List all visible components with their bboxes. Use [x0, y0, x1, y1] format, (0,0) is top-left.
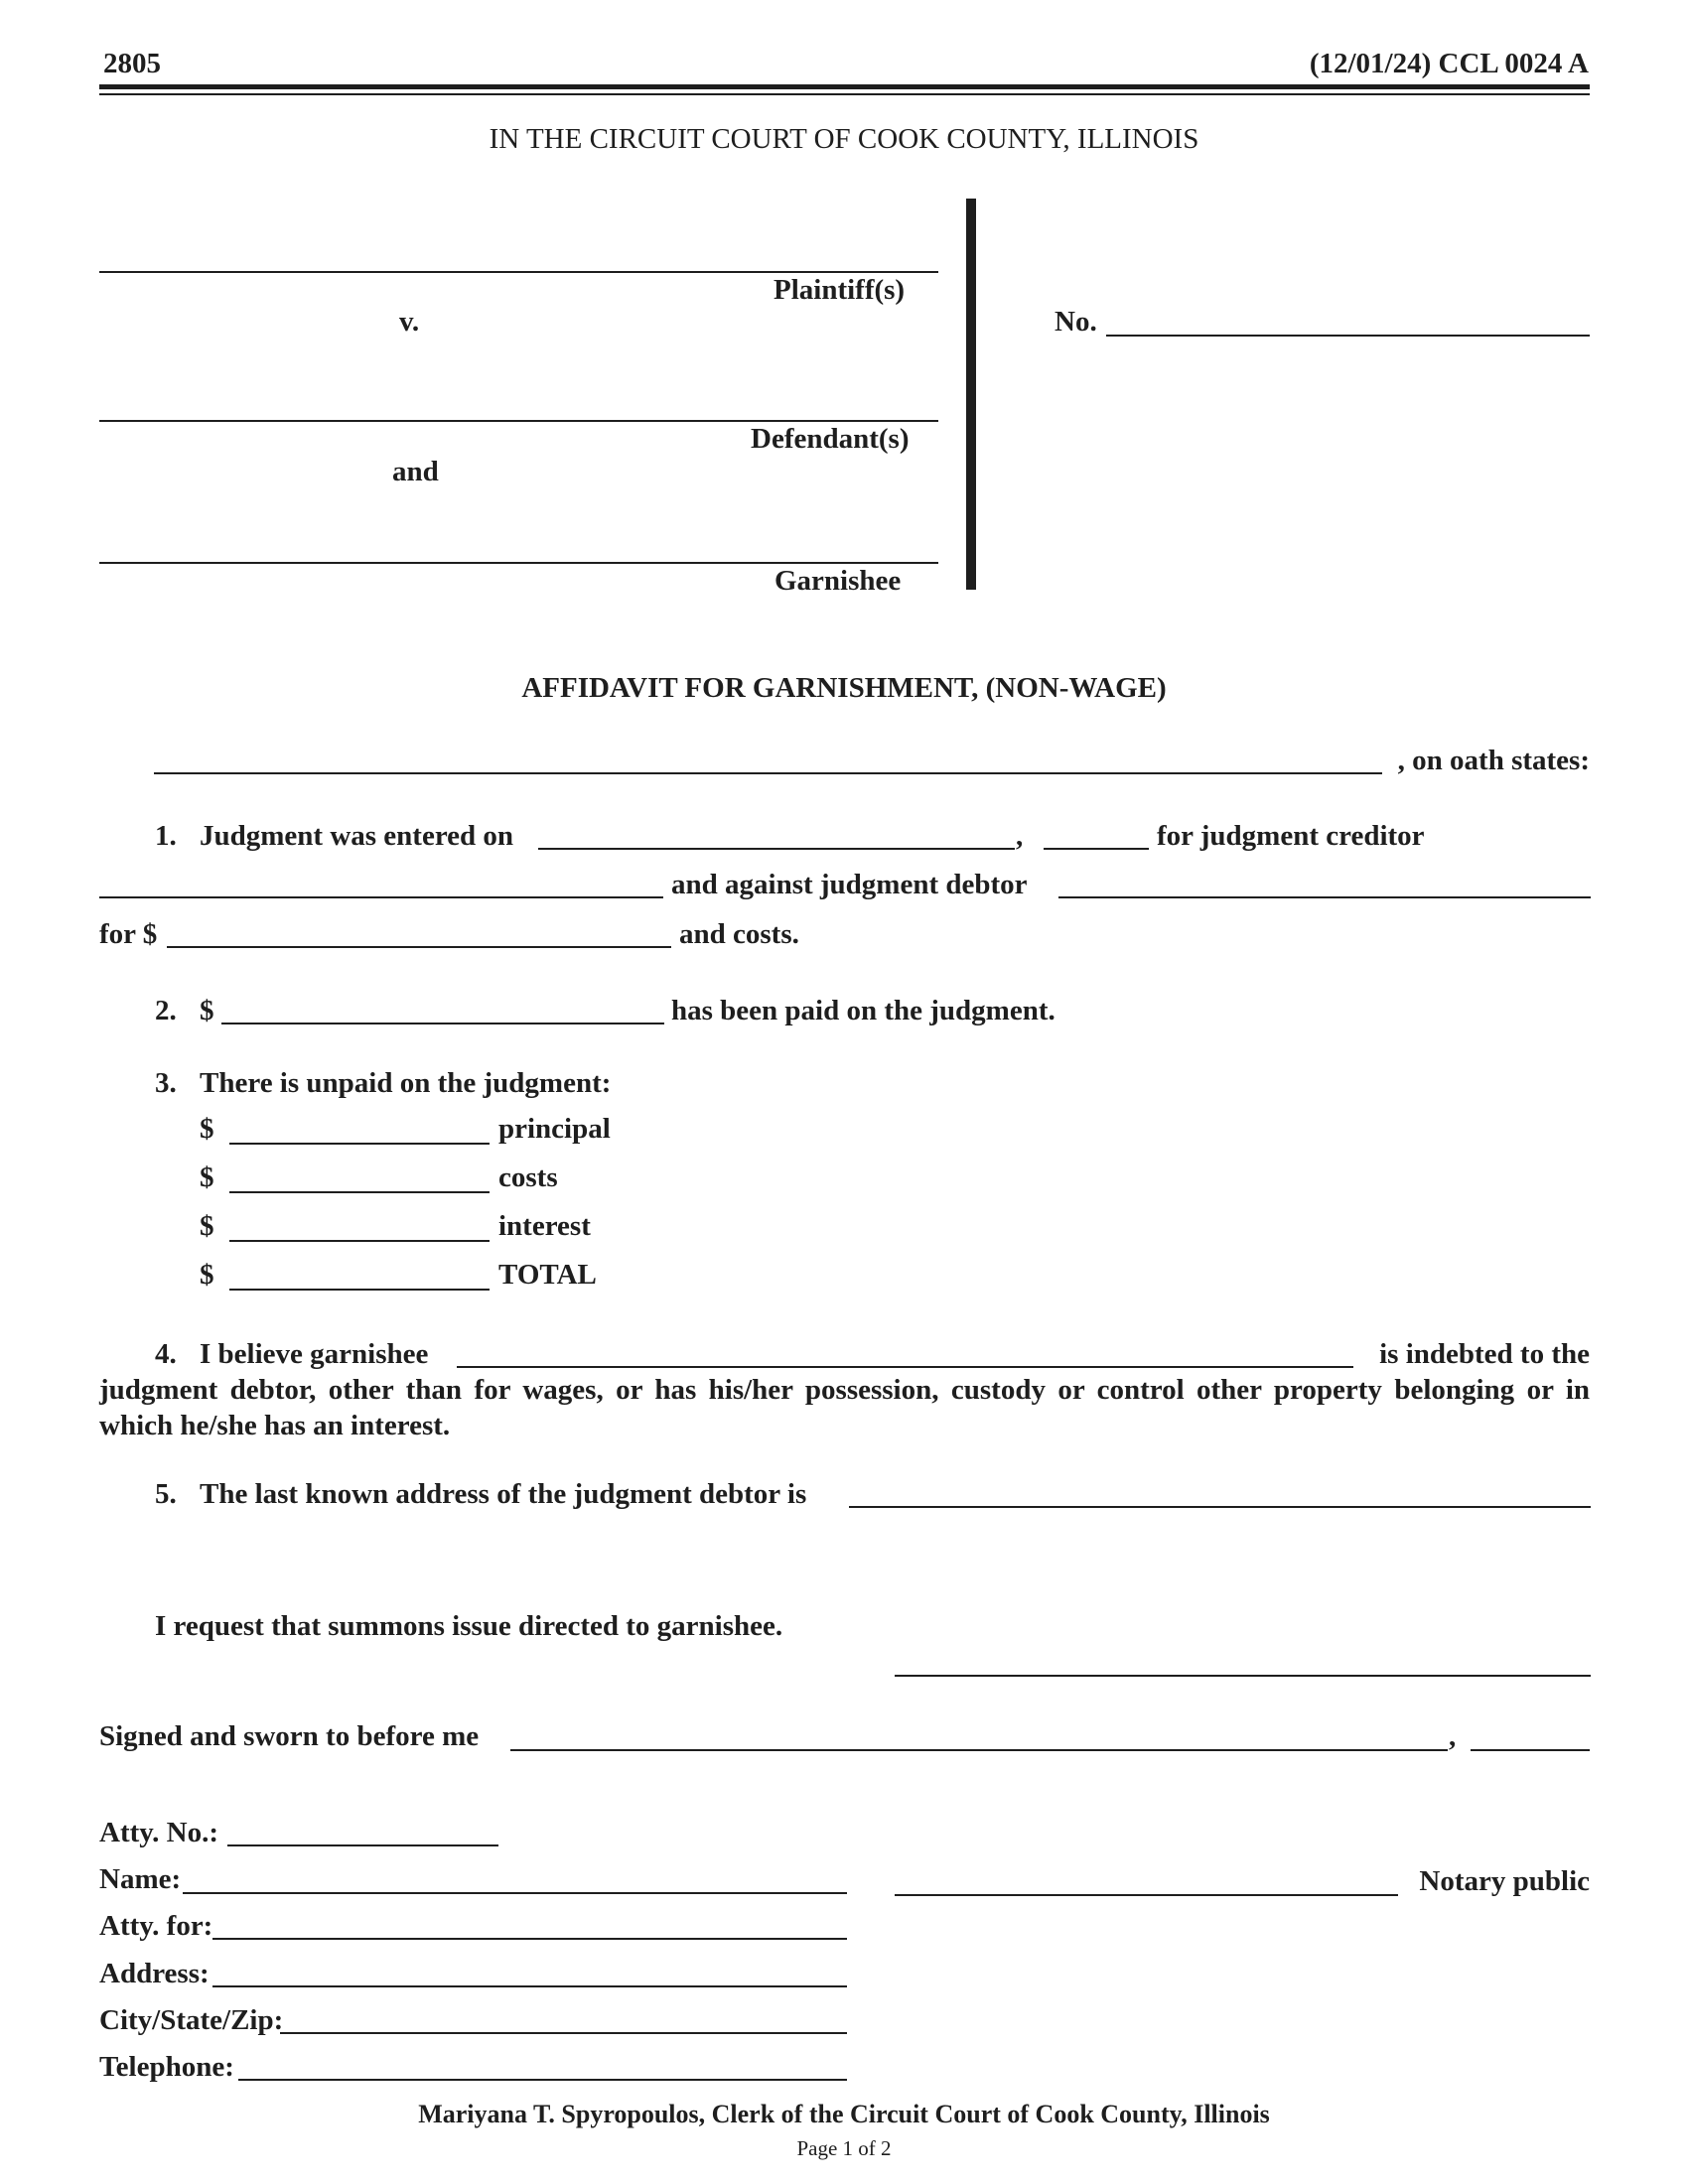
defendant-field[interactable] [99, 420, 938, 422]
sworn-date-field[interactable] [510, 1749, 1448, 1751]
notary-signature-field[interactable] [895, 1894, 1398, 1896]
plaintiff-field[interactable] [99, 271, 938, 273]
item1-comma: , [1016, 820, 1024, 852]
item4-tail: is indebted to the [1379, 1338, 1590, 1370]
item1-and-costs: and costs. [679, 918, 799, 950]
city-field[interactable] [280, 2032, 847, 2034]
total-field[interactable] [229, 1289, 490, 1291]
amount-paid-field[interactable] [221, 1023, 664, 1024]
header-rule-thick [99, 84, 1590, 89]
form-number: 2805 [103, 48, 161, 79]
sworn-label: Signed and sworn to before me [99, 1720, 480, 1752]
judgment-debtor-field[interactable] [1058, 896, 1591, 898]
item1-number: 1. [155, 820, 177, 852]
costs-dollar: $ [200, 1161, 214, 1193]
judgment-date-field[interactable] [538, 848, 1015, 850]
case-number-label: No. [1055, 306, 1097, 338]
caption-divider [966, 199, 976, 590]
item3-text: There is unpaid on the judgment: [200, 1067, 612, 1099]
oath-label: , on oath states: [1397, 745, 1590, 776]
principal-field[interactable] [229, 1143, 490, 1145]
and-label: and [392, 456, 439, 487]
city-label: City/State/Zip: [99, 2004, 284, 2036]
garnishee-name-field[interactable] [457, 1366, 1353, 1368]
telephone-label: Telephone: [99, 2051, 234, 2083]
judgment-year-field[interactable] [1044, 848, 1149, 850]
address-label: Address: [99, 1958, 210, 1989]
request-text: I request that summons issue directed to garnishee. [155, 1610, 783, 1642]
item2-number: 2. [155, 995, 177, 1026]
interest-field[interactable] [229, 1240, 490, 1242]
costs-label: costs [498, 1161, 558, 1193]
notary-label: Notary public [1419, 1865, 1590, 1897]
header-rule-thin [99, 93, 1590, 95]
item4-lead: I believe garnishee [200, 1338, 429, 1370]
item5-number: 5. [155, 1478, 177, 1510]
case-number-field[interactable] [1106, 335, 1590, 337]
name-field[interactable] [183, 1892, 847, 1894]
interest-dollar: $ [200, 1210, 214, 1242]
atty-no-label: Atty. No.: [99, 1817, 219, 1848]
name-label: Name: [99, 1863, 182, 1895]
costs-field[interactable] [229, 1191, 490, 1193]
affiant-signature-field[interactable] [895, 1675, 1591, 1677]
total-label: TOTAL [498, 1259, 597, 1291]
clerk-footer: Mariyana T. Spyropoulos, Clerk of the Circuit Court of Cook County, Illinois [418, 2100, 1270, 2128]
judgment-amount-field[interactable] [167, 946, 671, 948]
item1-for-dollar: for $ [99, 918, 158, 950]
item2-text: has been paid on the judgment. [671, 995, 1055, 1026]
principal-label: principal [498, 1113, 611, 1145]
sworn-year-field[interactable] [1471, 1749, 1590, 1751]
defendant-label: Defendant(s) [751, 423, 910, 455]
total-dollar: $ [200, 1259, 214, 1291]
item2-dollar: $ [200, 995, 214, 1026]
item5-text: The last known address of the judgment debtor is [200, 1478, 807, 1510]
item1-against-label: and against judgment debtor [671, 869, 1028, 900]
form-code: (12/01/24) CCL 0024 A [1309, 48, 1589, 79]
debtor-address-field[interactable] [849, 1506, 1591, 1508]
atty-no-field[interactable] [227, 1844, 498, 1846]
atty-for-label: Atty. for: [99, 1910, 213, 1942]
item4-line2: judgment debtor, other than for wages, or has his/her possession, custody or control other property belonging or in [99, 1374, 1590, 1406]
versus-label: v. [399, 306, 420, 338]
item3-number: 3. [155, 1067, 177, 1099]
document-title: AFFIDAVIT FOR GARNISHMENT, (NON-WAGE) [521, 672, 1167, 704]
atty-for-field[interactable] [212, 1938, 847, 1940]
item4-line3: which he/she has an interest. [99, 1410, 451, 1441]
item4-number: 4. [155, 1338, 177, 1370]
sworn-comma: , [1449, 1720, 1457, 1752]
address-field[interactable] [212, 1985, 847, 1987]
judgment-creditor-field[interactable] [99, 896, 663, 898]
garnishee-label: Garnishee [774, 565, 902, 597]
principal-dollar: $ [200, 1113, 214, 1145]
court-title: IN THE CIRCUIT COURT OF COOK COUNTY, ILLINOIS [489, 123, 1199, 155]
item1-creditor-label: for judgment creditor [1157, 820, 1425, 852]
garnishee-field[interactable] [99, 562, 938, 564]
plaintiff-label: Plaintiff(s) [774, 274, 906, 306]
interest-label: interest [498, 1210, 591, 1242]
affiant-name-field[interactable] [154, 772, 1382, 774]
telephone-field[interactable] [238, 2079, 847, 2081]
page-number: Page 1 of 2 [796, 2136, 892, 2160]
item1-lead: Judgment was entered on [200, 820, 514, 852]
